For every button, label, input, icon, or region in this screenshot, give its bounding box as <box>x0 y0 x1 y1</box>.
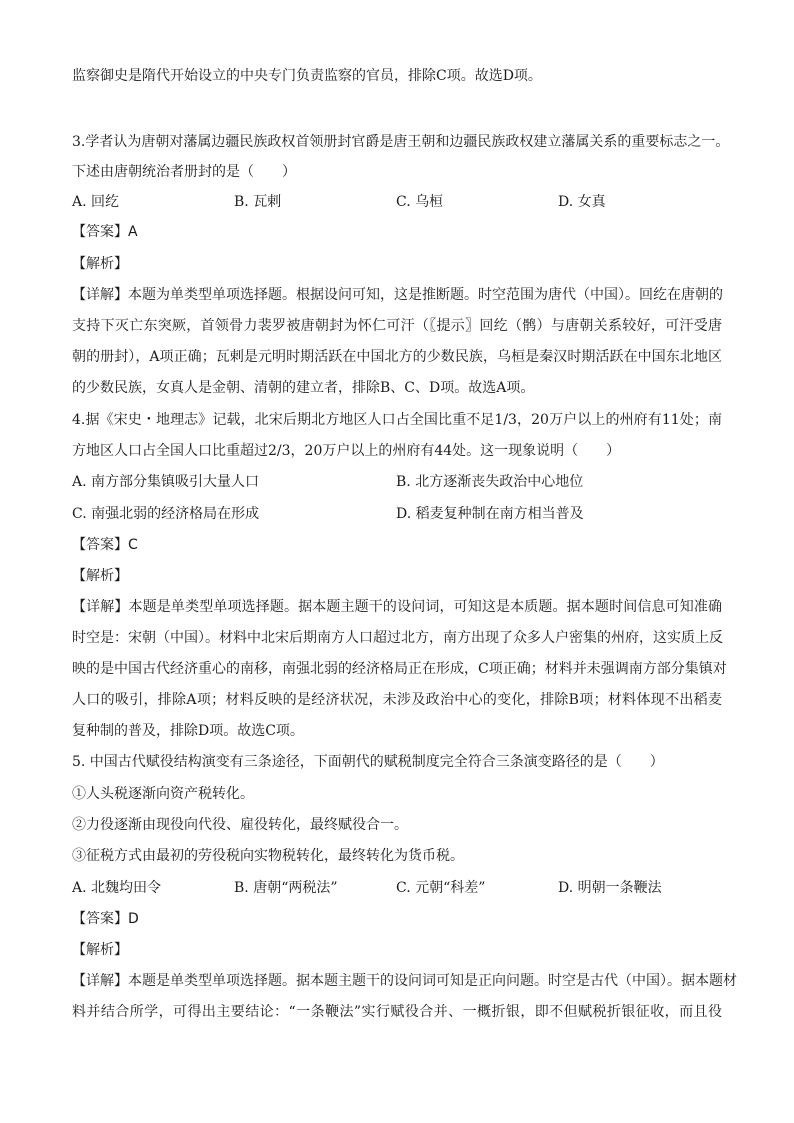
explanation-line: 朝的册封），A项正确；瓦剌是元明时期活跃在中国北方的少数民族，乌桓是秦汉时期活跃在中国东北地区 <box>72 349 722 365</box>
analysis-label: 【解析】 <box>72 256 128 272</box>
explanation-line: 【详解】本题为单类型单项选择题。根据设问可知，这是推断题。时空范围为唐代（中国）。回纥在唐朝的 <box>72 287 723 303</box>
option-b: B. 瓦剌 <box>234 194 282 210</box>
question-5-point-2: ②力役逐渐由现役向代役、雇役转化，最终赋役合一。 <box>72 817 408 833</box>
question-3-stem-cont: 下述由唐朝统治者册封的是（ ） <box>72 164 296 180</box>
explanation-line: 时空是：宋朝（中国）。材料中北宋后期南方人口超过北方，南方出现了众多人户密集的州府，这实质上反 <box>72 630 723 646</box>
answer-label: 【答案】C <box>72 537 138 553</box>
answer-label: 【答案】A <box>72 224 138 240</box>
explanation-line: 人口的吸引，排除A项；材料反映的是经济状况，未涉及政治中心的变化，排除B项；材料体现不出稻麦 <box>72 692 722 708</box>
option-d: D. 女真 <box>558 194 606 210</box>
text-line: 监察御史是隋代开始设立的中央专门负责监察的官员，排除C项。故选D项。 <box>72 68 542 84</box>
option-a: A. 北魏均田令 <box>72 880 162 896</box>
option-c: C. 南强北弱的经济格局在形成 <box>72 506 260 522</box>
explanation-line: 的少数民族，女真人是金朝、清朝的建立者，排除B、C、D项。故选A项。 <box>72 380 535 396</box>
option-d: D. 稻麦复种制在南方相当普及 <box>396 506 584 522</box>
option-c: C. 元朝“科差” <box>396 880 486 896</box>
question-4-stem-cont: 方地区人口占全国人口比重超过2/3，20万户以上的州府有44处。这一现象说明（ ） <box>72 443 621 459</box>
explanation-line: 映的是中国古代经济重心的南移，南强北弱的经济格局正在形成，C项正确；材料并未强调南方部分集镇对 <box>72 661 727 677</box>
answer-label: 【答案】D <box>72 911 139 927</box>
explanation-line: 【详解】本题是单类型单项选择题。据本题主题干的设问词可知是正向问题。时空是古代（中国）。据本题材 <box>72 973 737 989</box>
option-b: B. 北方逐渐丧失政治中心地位 <box>396 474 584 490</box>
option-a: A. 南方部分集镇吸引大量人口 <box>72 474 260 490</box>
explanation-line: 料并结合所学，可得出主要结论：“一条鞭法”实行赋役合并、一概折银，即不但赋税折银征收，而且役 <box>72 1004 722 1020</box>
question-5-point-1: ①人头税逐渐向资产税转化。 <box>72 786 254 802</box>
analysis-label: 【解析】 <box>72 568 128 584</box>
question-5-stem: 5. 中国古代赋役结构演变有三条途径，下面朝代的赋税制度完全符合三条演变路径的是（ ） <box>72 754 664 770</box>
option-a: A. 回纥 <box>72 194 120 210</box>
question-4-stem: 4.据《宋史・地理志》记载，北宋后期北方地区人口占全国比重不足1/3，20万户以上的州府有11处；南 <box>72 412 722 428</box>
question-3-stem: 3.学者认为唐朝对藩属边疆民族政权首领册封官爵是唐王朝和边疆民族政权建立藩属关系的重要标志之一。 <box>72 134 730 150</box>
explanation-line: 【详解】本题是单类型单项选择题。据本题主题干的设问词，可知这是本质题。据本题时间信息可知准确 <box>72 599 722 615</box>
option-b: B. 唐朝“两税法” <box>234 880 338 896</box>
analysis-label: 【解析】 <box>72 942 128 958</box>
question-5-point-3: ③征税方式由最初的劳役税向实物税转化，最终转化为货币税。 <box>72 848 464 864</box>
explanation-line: 支持下灭亡东突厥，首领骨力裴罗被唐朝封为怀仁可汗（〖提示〗回纥（鹘）与唐朝关系较好，可汗受唐 <box>72 318 722 334</box>
option-c: C. 乌桓 <box>396 194 444 210</box>
option-d: D. 明朝一条鞭法 <box>558 880 662 896</box>
explanation-line: 复种制的普及，排除D项。故选C项。 <box>72 723 304 739</box>
